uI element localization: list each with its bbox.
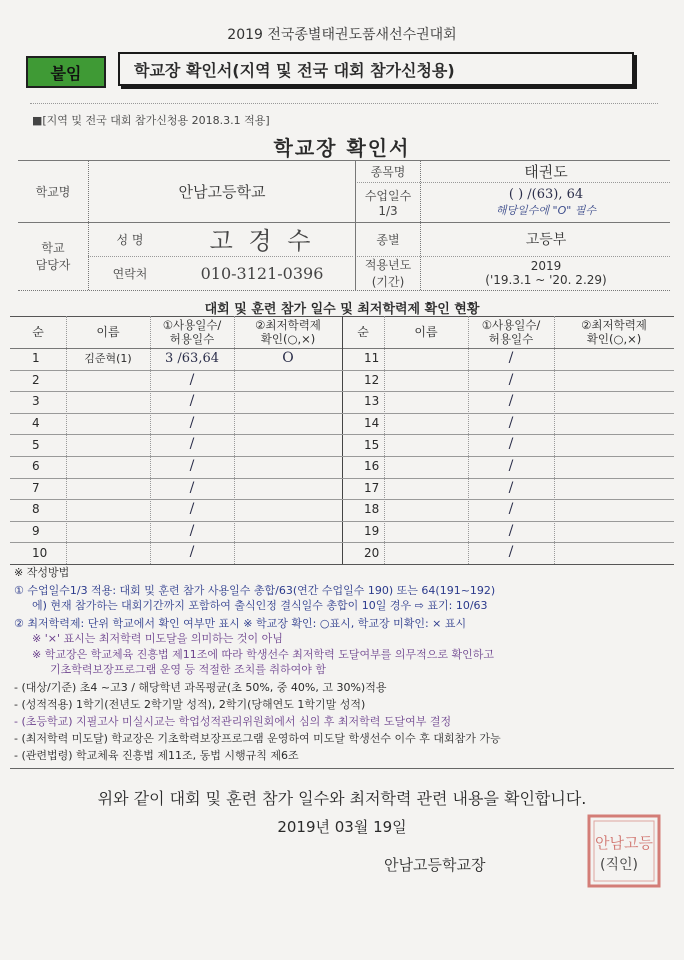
division-label: 종별 — [376, 232, 400, 247]
col-no-right: 순 — [357, 324, 369, 339]
student-name — [384, 413, 468, 435]
divider — [30, 103, 658, 104]
used-days: / — [189, 458, 195, 475]
row-number: 13 — [364, 394, 380, 409]
min-academic-check — [554, 391, 674, 413]
student-name — [384, 542, 468, 564]
min-academic-check — [234, 391, 342, 413]
attach-label: 붙임 — [26, 56, 106, 88]
min-academic-check — [554, 456, 674, 478]
seal-text: 안남고등 — [595, 834, 653, 852]
student-name — [66, 434, 150, 456]
year-label-line1: 적용년도 — [364, 258, 412, 272]
min-academic-check — [234, 434, 342, 456]
student-name — [66, 478, 150, 500]
col-days-line1: ①사용일수/ — [162, 317, 222, 332]
roster-title: 대회 및 훈련 참가 일수 및 최저학력제 확인 현황 — [204, 302, 480, 317]
min-academic-check — [234, 478, 342, 500]
instruction-line: ※ '×' 표시는 최저학력 미도달을 의미하는 것이 아님 — [32, 632, 283, 645]
teacher-label-line2: 담당자 — [35, 258, 71, 272]
contact-label: 연락처 — [112, 266, 148, 281]
min-academic-check — [234, 542, 342, 564]
col-min-line2: 확인(○,×) — [260, 332, 316, 346]
used-days: 3 /63,64 — [165, 350, 219, 366]
col-min-line2: 확인(○,×) — [586, 332, 642, 346]
row-number: 8 — [32, 502, 40, 517]
used-days: / — [508, 479, 514, 496]
instruction-line: - (초등학교) 지필고사 미실시교는 학업성적관리위원회에서 심의 후 최저학력 도달여부 결정 — [14, 715, 452, 728]
days-label-line1: 수업일수 — [364, 188, 412, 203]
row-number: 14 — [364, 416, 380, 431]
days-label-line2: 1/3 — [378, 203, 398, 218]
row-number: 2 — [32, 372, 40, 387]
name-value: 고 경 수 — [209, 226, 315, 255]
days-value-cell — [422, 182, 670, 222]
used-days: / — [189, 522, 195, 539]
student-name — [384, 499, 468, 521]
teacher-label-line1: 학교 — [41, 241, 65, 255]
student-name — [66, 456, 150, 478]
min-academic-check — [554, 478, 674, 500]
col-min-line1: ②최저학력제 — [255, 317, 321, 332]
row-number: 12 — [364, 372, 380, 387]
col-no-left: 순 — [32, 324, 44, 339]
col-days-left — [150, 316, 234, 348]
instruction-line: 기초학력보장프로그램 운영 등 적절한 조치를 취하여야 함 — [50, 663, 327, 676]
days-label — [356, 182, 420, 222]
col-min-left — [234, 316, 342, 348]
contact-value: 010-3121-0396 — [200, 263, 324, 283]
used-days: / — [508, 501, 514, 518]
row-number: 7 — [32, 480, 40, 495]
student-name — [384, 348, 468, 370]
min-academic-check — [554, 434, 674, 456]
used-days: / — [508, 393, 514, 410]
student-name — [384, 456, 468, 478]
col-days-line1: ①사용일수/ — [481, 317, 541, 332]
used-days: / — [508, 522, 514, 539]
row-number: 20 — [364, 545, 380, 560]
col-min-line1: ②최저학력제 — [581, 317, 647, 332]
instruction-line: ※ 학교장은 학교체육 진흥법 제11조에 따라 학생선수 최저학력 도달여부를 의무적으로 확인하고 — [32, 648, 494, 661]
instruction-line: - (관련법령) 학교체육 진흥법 제11조, 동법 시행규칙 제6조 — [14, 749, 299, 762]
min-academic-check — [554, 413, 674, 435]
row-number: 6 — [32, 459, 40, 474]
col-name-left: 이름 — [96, 324, 120, 339]
student-name — [384, 434, 468, 456]
student-name — [66, 542, 150, 564]
student-name — [384, 478, 468, 500]
used-days: / — [508, 371, 514, 388]
used-days: / — [189, 371, 195, 388]
form-note: ■[지역 및 전국 대회 참가신청용 2018.3.1 적용] — [32, 114, 270, 127]
row-number: 16 — [364, 459, 380, 474]
row-number: 18 — [364, 502, 380, 517]
instruction-line: ① 수업일수1/3 적용: 대회 및 훈련 참가 사용일수 총합/63(연간 수업일수 190) 또는 64(191~192) — [14, 584, 496, 597]
issue-date: 2019년 03월 19일 — [277, 818, 407, 836]
school-value: 안남고등학교 — [178, 182, 266, 201]
instructions-heading: ※ 작성방법 — [14, 566, 70, 579]
col-days-line2: 허용일수 — [169, 332, 215, 346]
student-name — [66, 499, 150, 521]
col-days-right — [468, 316, 554, 348]
instruction-line: - (최저학력 미도달) 학교장은 기초학력보장프로그램 운영하여 미도달 학생선수 이수 후 대회참가 가능 — [14, 732, 501, 745]
form-banner — [18, 50, 668, 90]
instruction-line: - (대상/기준) 초4 ~고3 / 해당학년 과목평균(초 50%, 중 40%, 고 30%)적용 — [14, 681, 387, 694]
min-academic-check — [234, 413, 342, 435]
year-label-line2: (기간) — [371, 275, 405, 289]
column-divider — [468, 316, 469, 564]
student-name — [66, 413, 150, 435]
used-days: / — [189, 544, 195, 561]
row-number: 10 — [32, 545, 48, 560]
student-name: 김준혁(1) — [84, 351, 132, 365]
principal-name: 안남고등학교장 — [384, 856, 486, 874]
days-value: ( ) /(63), 64 — [508, 186, 584, 202]
roster-table — [10, 316, 674, 564]
form-title: 학교장 확인서(지역 및 전국 대회 참가신청용) — [118, 52, 634, 86]
min-academic-check — [234, 521, 342, 543]
confirm-text: 위와 같이 대회 및 훈련 참가 일수와 최저학력 관련 내용을 확인합니다. — [97, 789, 587, 808]
col-name-right: 이름 — [414, 324, 438, 339]
min-academic-check — [554, 348, 674, 370]
min-academic-check — [554, 499, 674, 521]
year-value-line2: ('19.3.1 ~ '20. 2.29) — [485, 273, 607, 287]
column-divider — [150, 316, 151, 564]
row-number: 19 — [364, 524, 380, 539]
seal-label: (직인) — [600, 857, 638, 873]
min-academic-check — [234, 456, 342, 478]
name-label: 성 명 — [116, 232, 144, 247]
row-number: 3 — [32, 394, 40, 409]
event-value: 태권도 — [524, 162, 568, 181]
event-label: 종목명 — [370, 164, 406, 179]
used-days: / — [189, 436, 195, 453]
divider — [10, 768, 674, 769]
min-academic-check — [554, 521, 674, 543]
student-name — [66, 521, 150, 543]
used-days: / — [508, 544, 514, 561]
column-divider — [554, 316, 555, 564]
col-days-line2: 허용일수 — [488, 332, 534, 346]
division-value: 고등부 — [525, 232, 567, 248]
school-label: 학교명 — [35, 184, 71, 199]
info-table — [18, 160, 670, 290]
used-days: / — [508, 350, 514, 367]
row-number: 4 — [32, 416, 40, 431]
instruction-line: ② 최저학력제: 단위 학교에서 확인 여부만 표시 ※ 학교장 확인: ○표시, 학교장 미확인: × 표시 — [14, 617, 467, 630]
col-min-right — [554, 316, 674, 348]
school-seal — [585, 812, 663, 890]
student-name — [384, 521, 468, 543]
document-title: 학교장 확인서 — [273, 136, 411, 160]
used-days: / — [189, 414, 195, 431]
min-academic-check — [234, 370, 342, 392]
row-number: 11 — [364, 351, 380, 366]
used-days: / — [189, 479, 195, 496]
column-divider — [384, 316, 385, 564]
used-days: / — [508, 414, 514, 431]
year-label — [356, 256, 420, 290]
min-academic-check — [554, 370, 674, 392]
teacher-label — [18, 222, 88, 290]
student-name — [384, 370, 468, 392]
used-days: / — [508, 458, 514, 475]
min-academic-check — [554, 542, 674, 564]
year-value-line1: 2019 — [530, 259, 562, 273]
row-number: 15 — [364, 437, 380, 452]
min-academic-check — [234, 499, 342, 521]
student-name — [384, 391, 468, 413]
year-value — [422, 256, 670, 290]
row-number: 1 — [32, 351, 40, 366]
row-number: 5 — [32, 437, 40, 452]
instruction-line: - (성적적용) 1학기(전년도 2학기말 성적), 2학기(당해연도 1학기말 성적) — [14, 698, 366, 711]
student-name — [66, 391, 150, 413]
student-name — [66, 370, 150, 392]
row-number: 9 — [32, 524, 40, 539]
instruction-line: 에) 현재 참가하는 대회기간까지 포함하여 출식인정 결식일수 총합이 10일 경우 ⇨ 표기: 10/63 — [32, 599, 488, 612]
used-days: / — [508, 436, 514, 453]
row-number: 17 — [364, 480, 380, 495]
days-note: 해당일수에 "O" 필수 — [495, 203, 597, 217]
used-days: / — [189, 393, 195, 410]
used-days: / — [189, 501, 195, 518]
event-title: 2019 전국종별태권도품새선수권대회 — [227, 27, 457, 43]
min-academic-check: O — [282, 350, 294, 367]
column-divider — [234, 316, 235, 564]
column-divider — [66, 316, 67, 564]
